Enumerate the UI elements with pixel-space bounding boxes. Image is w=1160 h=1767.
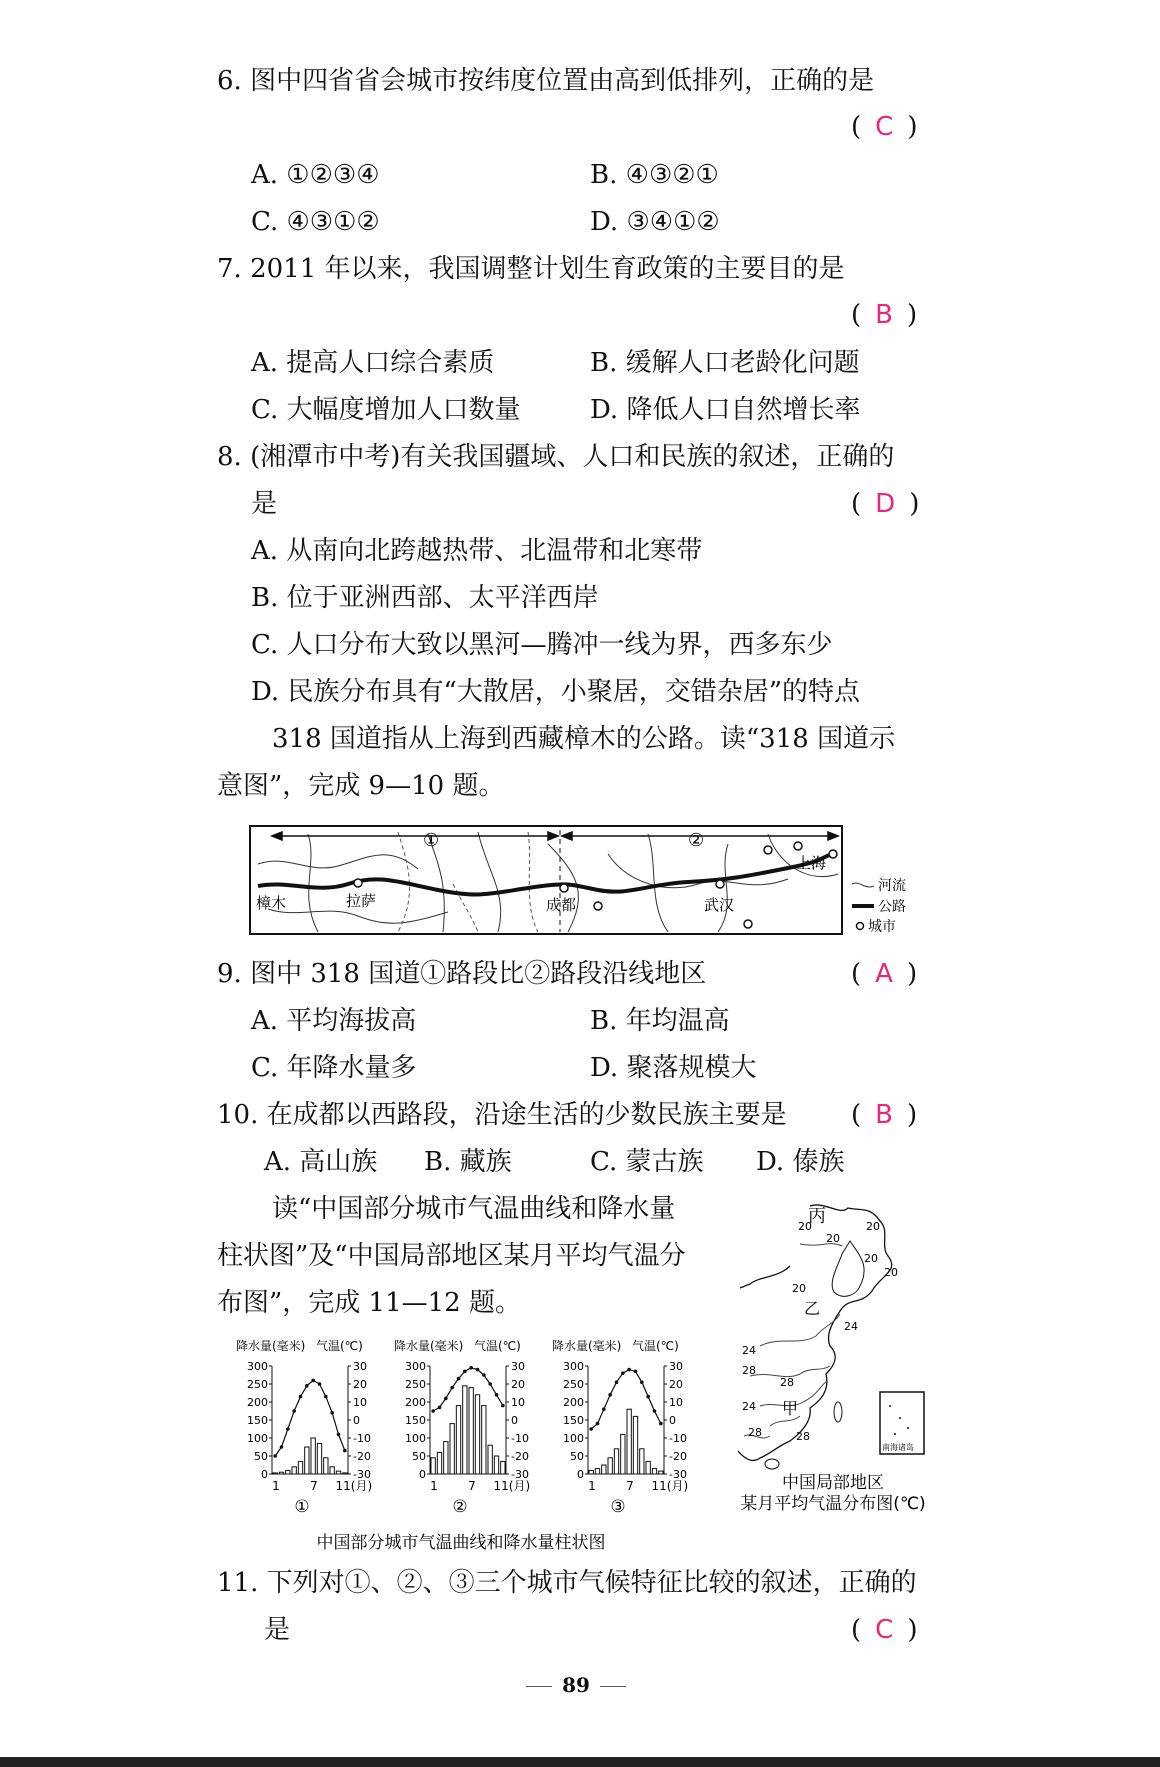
precip-tick-label: 100: [563, 1432, 584, 1445]
temp-tick-label: -10: [669, 1432, 687, 1445]
precip-tick-label: 250: [563, 1378, 584, 1391]
legend-road: 公路: [878, 899, 906, 915]
precip-axis-label: 降水量(毫米): [394, 1339, 464, 1353]
precip-tick-label: 50: [570, 1450, 584, 1463]
chart-label: ③: [610, 1497, 626, 1517]
temp-point: [596, 1422, 600, 1426]
isotherm-value: 20: [826, 1232, 840, 1245]
precip-bar: [305, 1447, 309, 1474]
precip-bar: [633, 1416, 637, 1474]
temp-point: [482, 1373, 486, 1377]
temp-point: [653, 1409, 657, 1413]
temp-point: [457, 1377, 461, 1381]
temp-point: [299, 1395, 303, 1399]
isotherm-value: 20: [866, 1220, 880, 1233]
precip-tick-label: 0: [419, 1468, 426, 1481]
temp-tick-label: -30: [669, 1468, 687, 1481]
intro-climate-line2: 柱状图”及“中国局部地区某月平均气温分: [217, 1241, 686, 1271]
q11-answer-value: C: [875, 1615, 894, 1645]
q8-stem-line1: 8. (湘潭市中考)有关我国疆域、人口和民族的叙述，正确的: [217, 442, 895, 472]
temp-point: [286, 1427, 290, 1431]
temp-map-caption-line1: 中国局部地区: [782, 1473, 884, 1493]
city-marker: [594, 902, 602, 910]
q6-option-d: D. ③④①②: [590, 207, 720, 237]
temp-point: [634, 1370, 638, 1374]
isotherm-value: 20: [884, 1266, 898, 1279]
temp-point: [488, 1382, 492, 1386]
temp-point: [621, 1371, 625, 1375]
temp-point: [646, 1395, 650, 1399]
precip-bar: [463, 1386, 467, 1474]
q8-answer-value: D: [875, 489, 896, 519]
temp-tick-label: 20: [353, 1378, 367, 1391]
temp-tick-label: -10: [353, 1432, 371, 1445]
city-marker: [744, 920, 752, 928]
q9-stem: 9. 图中 318 国道①路段比②路段沿线地区: [217, 959, 707, 989]
city-lasa: 拉萨: [346, 892, 377, 910]
precip-tick-label: 300: [247, 1360, 268, 1373]
temp-map-caption-line2: 某月平均气温分布图(℃): [740, 1494, 926, 1514]
precip-bar: [469, 1388, 473, 1474]
isotherm-value: 24: [844, 1320, 858, 1333]
month-tick-label: 1: [272, 1479, 280, 1493]
temp-point: [438, 1406, 442, 1410]
temp-line: [275, 1380, 345, 1456]
temp-point: [343, 1449, 347, 1453]
q11-stem-line1: 11. 下列对①、②、③三个城市气候特征比较的叙述，正确的: [217, 1568, 917, 1598]
temp-point: [330, 1411, 334, 1415]
climate-charts: [236, 1334, 696, 1556]
temp-tick-label: 0: [353, 1414, 360, 1427]
precip-bar: [646, 1461, 650, 1474]
q9-option-b: B. 年均温高: [590, 1006, 730, 1036]
q8-answer: ( D ): [851, 489, 920, 519]
map-318-frame: [250, 826, 842, 934]
q11-answer: ( C ): [851, 1615, 918, 1645]
precip-axis-label: 降水量(毫米): [552, 1339, 622, 1353]
legend-city-symbol: [857, 923, 864, 930]
q9-option-d: D. 聚落规模大: [590, 1053, 757, 1083]
temp-line: [591, 1370, 661, 1429]
precip-bar: [640, 1449, 644, 1474]
temp-tick-label: 30: [511, 1360, 525, 1373]
precip-bar: [286, 1470, 290, 1474]
q6-option-b: B. ④③②①: [590, 160, 719, 190]
intro-318-line2: 意图”，完成 9—10 题。: [217, 771, 505, 801]
place-yi: 乙: [804, 1299, 821, 1318]
temp-line: [433, 1368, 503, 1411]
precip-bar: [475, 1395, 479, 1474]
temp-axis-label: 气温(℃): [632, 1339, 679, 1353]
q7-answer-value: B: [875, 300, 893, 330]
q11-stem-line2: 是: [264, 1615, 291, 1645]
precip-tick-label: 50: [254, 1450, 268, 1463]
footer-rule: [526, 1686, 552, 1687]
border-line: [740, 1266, 790, 1288]
bottom-bar: [0, 1757, 1160, 1767]
temp-tick-label: 20: [511, 1378, 525, 1391]
temp-tick-label: -20: [669, 1450, 687, 1463]
precip-bar: [431, 1458, 435, 1474]
chart-label: ①: [294, 1497, 310, 1517]
temp-point: [337, 1433, 341, 1437]
precip-bar: [279, 1472, 283, 1474]
precip-tick-label: 150: [405, 1414, 426, 1427]
month-tick-label: 7: [626, 1479, 634, 1493]
temp-point: [608, 1393, 612, 1397]
city-marker-lasa: [354, 879, 362, 887]
q10-option-d: D. 傣族: [756, 1147, 845, 1177]
precip-bar: [317, 1443, 321, 1474]
month-tick-label: 11(月): [335, 1479, 373, 1493]
q10-option-b: B. 藏族: [424, 1147, 512, 1177]
temp-point: [463, 1370, 467, 1374]
temp-tick-label: -20: [353, 1450, 371, 1463]
q6-answer: ( C ): [851, 112, 918, 142]
legend-river: 河流: [878, 878, 906, 894]
precip-bar: [652, 1469, 656, 1474]
q10-stem: 10. 在成都以西路段，沿途生活的少数民族主要是: [217, 1100, 787, 1130]
isotherm-value: 20: [792, 1282, 806, 1295]
isotherm-value: 24: [742, 1344, 756, 1357]
precip-tick-label: 300: [405, 1360, 426, 1373]
temp-point: [444, 1397, 448, 1401]
page-footer: [516, 1670, 636, 1700]
city-marker-shanghai: [829, 850, 837, 858]
temp-map: [730, 1196, 940, 1516]
q10-answer-value: B: [875, 1100, 893, 1130]
q8-option-a: A. 从南向北跨越热带、北温带和北寒带: [251, 536, 703, 566]
q7-stem: 7. 2011 年以来，我国调整计划生育政策的主要目的是: [217, 254, 845, 284]
segment-1-label: ①: [423, 830, 440, 851]
city-wuhan: 武汉: [704, 896, 735, 914]
q6-answer-value: C: [875, 112, 894, 142]
month-tick-label: 7: [468, 1479, 476, 1493]
precip-bar: [336, 1471, 340, 1474]
city-marker: [794, 842, 802, 850]
precip-bar: [494, 1456, 498, 1474]
q7-option-b: B. 缓解人口老龄化问题: [590, 348, 860, 378]
isotherm-line: [750, 1366, 830, 1377]
temp-tick-label: 0: [511, 1414, 518, 1427]
precip-bar: [659, 1471, 663, 1474]
isotherm-value: 20: [798, 1220, 812, 1233]
place-jia: 甲: [782, 1399, 799, 1418]
temp-point: [292, 1409, 296, 1413]
q10-option-a: A. 高山族: [264, 1147, 378, 1177]
city-chengdu: 成都: [546, 896, 577, 914]
precip-tick-label: 0: [577, 1468, 584, 1481]
isotherm-value: 24: [742, 1400, 756, 1413]
precip-tick-label: 0: [261, 1468, 268, 1481]
precip-bar: [444, 1442, 448, 1474]
temp-point: [615, 1380, 619, 1384]
q7-option-d: D. 降低人口自然增长率: [590, 395, 861, 425]
temp-tick-label: 20: [669, 1378, 683, 1391]
q6-option-a: A. ①②③④: [251, 160, 380, 190]
temp-tick-label: 0: [669, 1414, 676, 1427]
isotherm-line: [760, 1314, 840, 1346]
city-marker-chengdu: [560, 884, 568, 892]
isotherm-value: 28: [796, 1430, 810, 1443]
temp-point: [495, 1393, 499, 1397]
city-zhangmu: 樟木: [256, 894, 287, 912]
temp-tick-label: 10: [669, 1396, 683, 1409]
city-marker: [764, 846, 772, 854]
precip-bar: [450, 1424, 454, 1474]
precip-bar: [482, 1406, 486, 1474]
temp-axis-label: 气温(℃): [316, 1339, 363, 1353]
temp-tick-label: 30: [353, 1360, 367, 1373]
intro-climate-line3: 布图”，完成 11—12 题。: [217, 1288, 521, 1318]
climate-caption: 中国部分城市气温曲线和降水量柱状图: [316, 1533, 606, 1553]
page-number: 89: [562, 1673, 590, 1697]
legend-river-symbol: [852, 883, 874, 887]
month-tick-label: 1: [430, 1479, 438, 1493]
temp-tick-label: -30: [353, 1468, 371, 1481]
precip-bar: [614, 1449, 618, 1474]
temp-point: [311, 1379, 315, 1383]
precip-bar: [602, 1465, 606, 1474]
temp-point: [469, 1366, 473, 1370]
q6-stem: 6. 图中四省省会城市按纬度位置由高到低排列，正确的是: [217, 66, 875, 96]
inset-dot: [894, 1433, 896, 1435]
temp-point: [501, 1404, 505, 1408]
temp-tick-label: -10: [511, 1432, 529, 1445]
q8-option-d: D. 民族分布具有“大散居，小聚居，交错杂居”的特点: [251, 677, 861, 707]
temp-tick-label: -20: [511, 1450, 529, 1463]
hainan-outline: [765, 1459, 779, 1469]
taiwan-outline: [834, 1402, 842, 1422]
city-marker-wuhan: [716, 880, 724, 888]
precip-axis-label: 降水量(毫米): [236, 1339, 306, 1353]
precip-bar: [627, 1409, 631, 1474]
precip-bar: [456, 1406, 460, 1474]
footer-rule: [600, 1686, 626, 1687]
q7-answer: ( B ): [851, 300, 918, 330]
precip-tick-label: 250: [247, 1378, 268, 1391]
temp-point: [318, 1382, 322, 1386]
precip-bar: [437, 1452, 441, 1474]
temp-axis-label: 气温(℃): [474, 1339, 521, 1353]
precip-bar: [595, 1469, 599, 1474]
q7-option-a: A. 提高人口综合素质: [251, 348, 495, 378]
q6-option-c: C. ④③①②: [251, 207, 380, 237]
precip-bar: [273, 1473, 277, 1474]
precip-tick-label: 200: [405, 1396, 426, 1409]
coastline: [738, 1205, 892, 1461]
precip-bar: [330, 1467, 334, 1474]
inset-dot: [899, 1417, 901, 1419]
q8-option-c: C. 人口分布大致以黑河—腾冲一线为界，西多东少: [251, 630, 833, 660]
q9-answer-value: A: [875, 959, 893, 989]
city-shanghai: 上海: [796, 854, 827, 872]
q9-answer: ( A ): [851, 959, 918, 989]
precip-tick-label: 200: [247, 1396, 268, 1409]
precip-bar: [324, 1458, 328, 1474]
precip-tick-label: 250: [405, 1378, 426, 1391]
temp-point: [476, 1368, 480, 1372]
precip-tick-label: 50: [412, 1450, 426, 1463]
temp-point: [602, 1407, 606, 1411]
precip-bar: [292, 1467, 296, 1474]
precip-bar: [488, 1445, 492, 1474]
chart-label: ②: [452, 1497, 468, 1517]
month-tick-label: 7: [310, 1479, 318, 1493]
isotherm-value: 20: [864, 1252, 878, 1265]
temp-point: [589, 1427, 593, 1431]
precip-bar: [311, 1438, 315, 1474]
place-bing: 丙: [808, 1206, 826, 1227]
q7-option-c: C. 大幅度增加人口数量: [251, 395, 521, 425]
map-318: [248, 824, 908, 938]
q10-option-c: C. 蒙古族: [590, 1147, 704, 1177]
inset-label: 南海诸岛: [882, 1443, 914, 1452]
precip-tick-label: 300: [563, 1360, 584, 1373]
temp-point: [659, 1422, 663, 1426]
segment-2-label: ②: [688, 830, 705, 851]
precip-bar: [343, 1473, 347, 1474]
temp-tick-label: 10: [511, 1396, 525, 1409]
precip-bar: [501, 1461, 505, 1474]
inset-dot: [907, 1427, 909, 1429]
temp-tick-label: -30: [511, 1468, 529, 1481]
temp-point: [627, 1368, 631, 1372]
precip-tick-label: 100: [405, 1432, 426, 1445]
precip-bar: [589, 1470, 593, 1474]
temp-point: [324, 1395, 328, 1399]
temp-point: [305, 1384, 309, 1388]
temp-point: [450, 1386, 454, 1390]
month-tick-label: 11(月): [651, 1479, 689, 1493]
precip-bar: [298, 1461, 302, 1474]
temp-point: [280, 1445, 284, 1449]
inset-dot: [889, 1405, 891, 1407]
temp-point: [640, 1380, 644, 1384]
q10-answer: ( B ): [851, 1100, 918, 1130]
isotherm-value: 28: [742, 1364, 756, 1377]
q9-option-c: C. 年降水量多: [251, 1053, 417, 1083]
isotherm-value: 28: [748, 1426, 762, 1439]
temp-tick-label: 30: [669, 1360, 683, 1373]
precip-tick-label: 200: [563, 1396, 584, 1409]
isotherm-value: 28: [780, 1376, 794, 1389]
isotherm-peninsula: [832, 1241, 864, 1296]
intro-318-line1: 318 国道指从上海到西藏樟木的公路。读“318 国道示: [272, 724, 896, 754]
intro-climate-line1: 读“中国部分城市气温曲线和降水量: [272, 1194, 676, 1224]
q8-option-b: B. 位于亚洲西部、太平洋西岸: [251, 583, 599, 613]
precip-tick-label: 150: [247, 1414, 268, 1427]
temp-tick-label: 10: [353, 1396, 367, 1409]
precip-bar: [621, 1434, 625, 1474]
precip-bar: [608, 1458, 612, 1474]
q8-stem-line2: 是: [251, 489, 278, 519]
temp-point: [431, 1409, 435, 1413]
month-tick-label: 11(月): [493, 1479, 531, 1493]
q9-option-a: A. 平均海拔高: [251, 1006, 417, 1036]
temp-point: [273, 1454, 277, 1458]
month-tick-label: 1: [588, 1479, 596, 1493]
legend-city: 城市: [868, 919, 896, 935]
precip-tick-label: 150: [563, 1414, 584, 1427]
precip-tick-label: 100: [247, 1432, 268, 1445]
